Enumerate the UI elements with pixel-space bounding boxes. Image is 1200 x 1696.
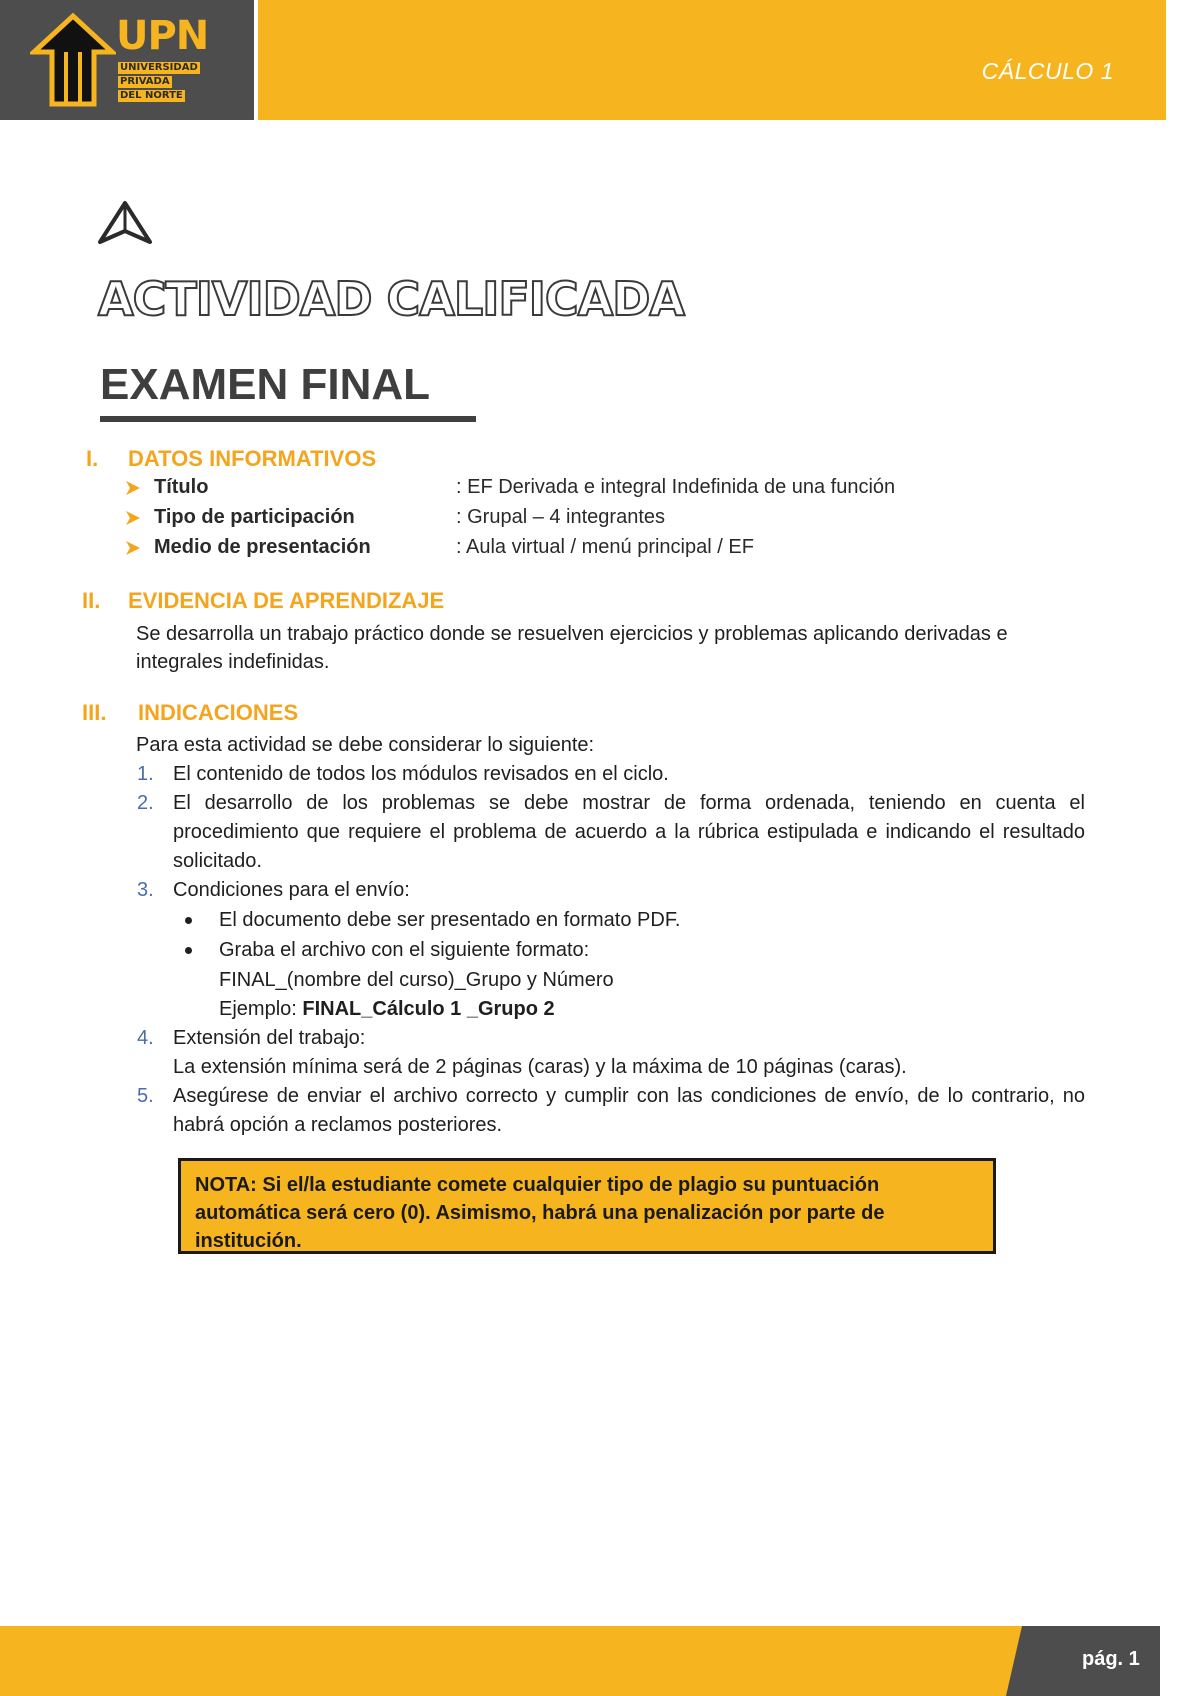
bullet-text: Graba el archivo con el siguiente formato:	[219, 939, 590, 961]
info-value: : Aula virtual / menú principal / EF	[456, 536, 754, 558]
chevron-right-icon	[124, 540, 142, 556]
footer-bar	[0, 1626, 1022, 1696]
logo-subtitle	[118, 62, 200, 102]
section-heading	[86, 446, 376, 472]
activity-title: ACTIVIDAD CALIFICADA	[98, 272, 685, 326]
info-label: Medio de presentación	[154, 536, 371, 558]
upn-arrow-icon	[30, 12, 116, 108]
navigation-arrow-icon	[96, 200, 154, 246]
section-number: II.	[82, 588, 101, 613]
bullet-dot	[185, 947, 192, 954]
list-number: 3.	[137, 879, 154, 901]
logo-line: UNIVERSIDAD	[120, 62, 198, 73]
plagiarism-note: NOTA: Si el/la estudiante comete cualquier tipo de plagio su puntuación automática será cero (0). Asimismo, habrá una penalización por parte de institución.	[178, 1158, 996, 1254]
list-number: 5.	[137, 1085, 154, 1107]
info-value: : Grupal – 4 integrantes	[456, 506, 666, 528]
section-number: I.	[86, 446, 99, 471]
section-number: III.	[82, 700, 107, 725]
section-title: INDICACIONES	[138, 700, 299, 725]
info-label: Título	[154, 476, 209, 498]
info-value: : EF Derivada e integral Indefinida de una función	[456, 476, 896, 498]
example-filename: FINAL_Cálculo 1 _Grupo 2	[302, 998, 555, 1020]
list-number: 2.	[137, 792, 154, 814]
list-text: Asegúrese de enviar el archivo correcto y cumplir con las condiciones de envío, de lo contrario, no habrá opción a reclamos posteriores.	[173, 1085, 1085, 1136]
list-text: Condiciones para el envío:	[173, 879, 410, 901]
logo-line: PRIVADA	[120, 76, 170, 87]
bullet-dot	[185, 917, 192, 924]
header-bar	[258, 0, 1166, 120]
exam-title: EXAMEN FINAL	[100, 360, 476, 422]
list-text: El desarrollo de los problemas se debe mostrar de forma ordenada, teniendo en cuenta el procedimiento que requiere el problema de acuerdo a la rúbrica estipulada e indicando el resultado solicitado.	[173, 792, 1085, 872]
info-row	[124, 536, 754, 559]
logo-brand: UPN	[116, 13, 209, 59]
bullet-text: El documento debe ser presentado en formato PDF.	[219, 909, 681, 931]
section-heading	[82, 700, 298, 726]
info-row	[124, 506, 665, 529]
info-label: Tipo de participación	[154, 506, 355, 528]
file-format: FINAL_(nombre del curso)_Grupo y Número	[219, 969, 614, 991]
list-number: 1.	[137, 763, 154, 785]
section-title: DATOS INFORMATIVOS	[128, 446, 377, 471]
page-number: pág. 1	[1082, 1648, 1140, 1670]
indications-intro: Para esta actividad se debe considerar lo siguiente:	[136, 734, 595, 756]
info-row	[124, 476, 895, 499]
evidence-text: Se desarrolla un trabajo práctico donde se resuelven ejercicios y problemas aplicando derivadas e integrales indefinidas.	[136, 623, 1008, 673]
logo-line: DEL NORTE	[120, 90, 183, 101]
section-title: EVIDENCIA DE APRENDIZAJE	[128, 588, 445, 613]
list-text: El contenido de todos los módulos revisados en el ciclo.	[173, 763, 669, 785]
example-prefix: Ejemplo:	[219, 998, 303, 1020]
list-text: Extensión del trabajo:	[173, 1027, 366, 1049]
header-logo-panel	[0, 0, 254, 120]
section-heading	[82, 588, 444, 614]
chevron-right-icon	[124, 480, 142, 496]
file-example	[219, 995, 555, 1024]
chevron-right-icon	[124, 510, 142, 526]
extension-text: La extensión mínima será de 2 páginas (caras) y la máxima de 10 páginas (caras).	[173, 1056, 907, 1078]
list-number: 4.	[137, 1027, 154, 1049]
course-name: CÁLCULO 1	[981, 58, 1114, 84]
